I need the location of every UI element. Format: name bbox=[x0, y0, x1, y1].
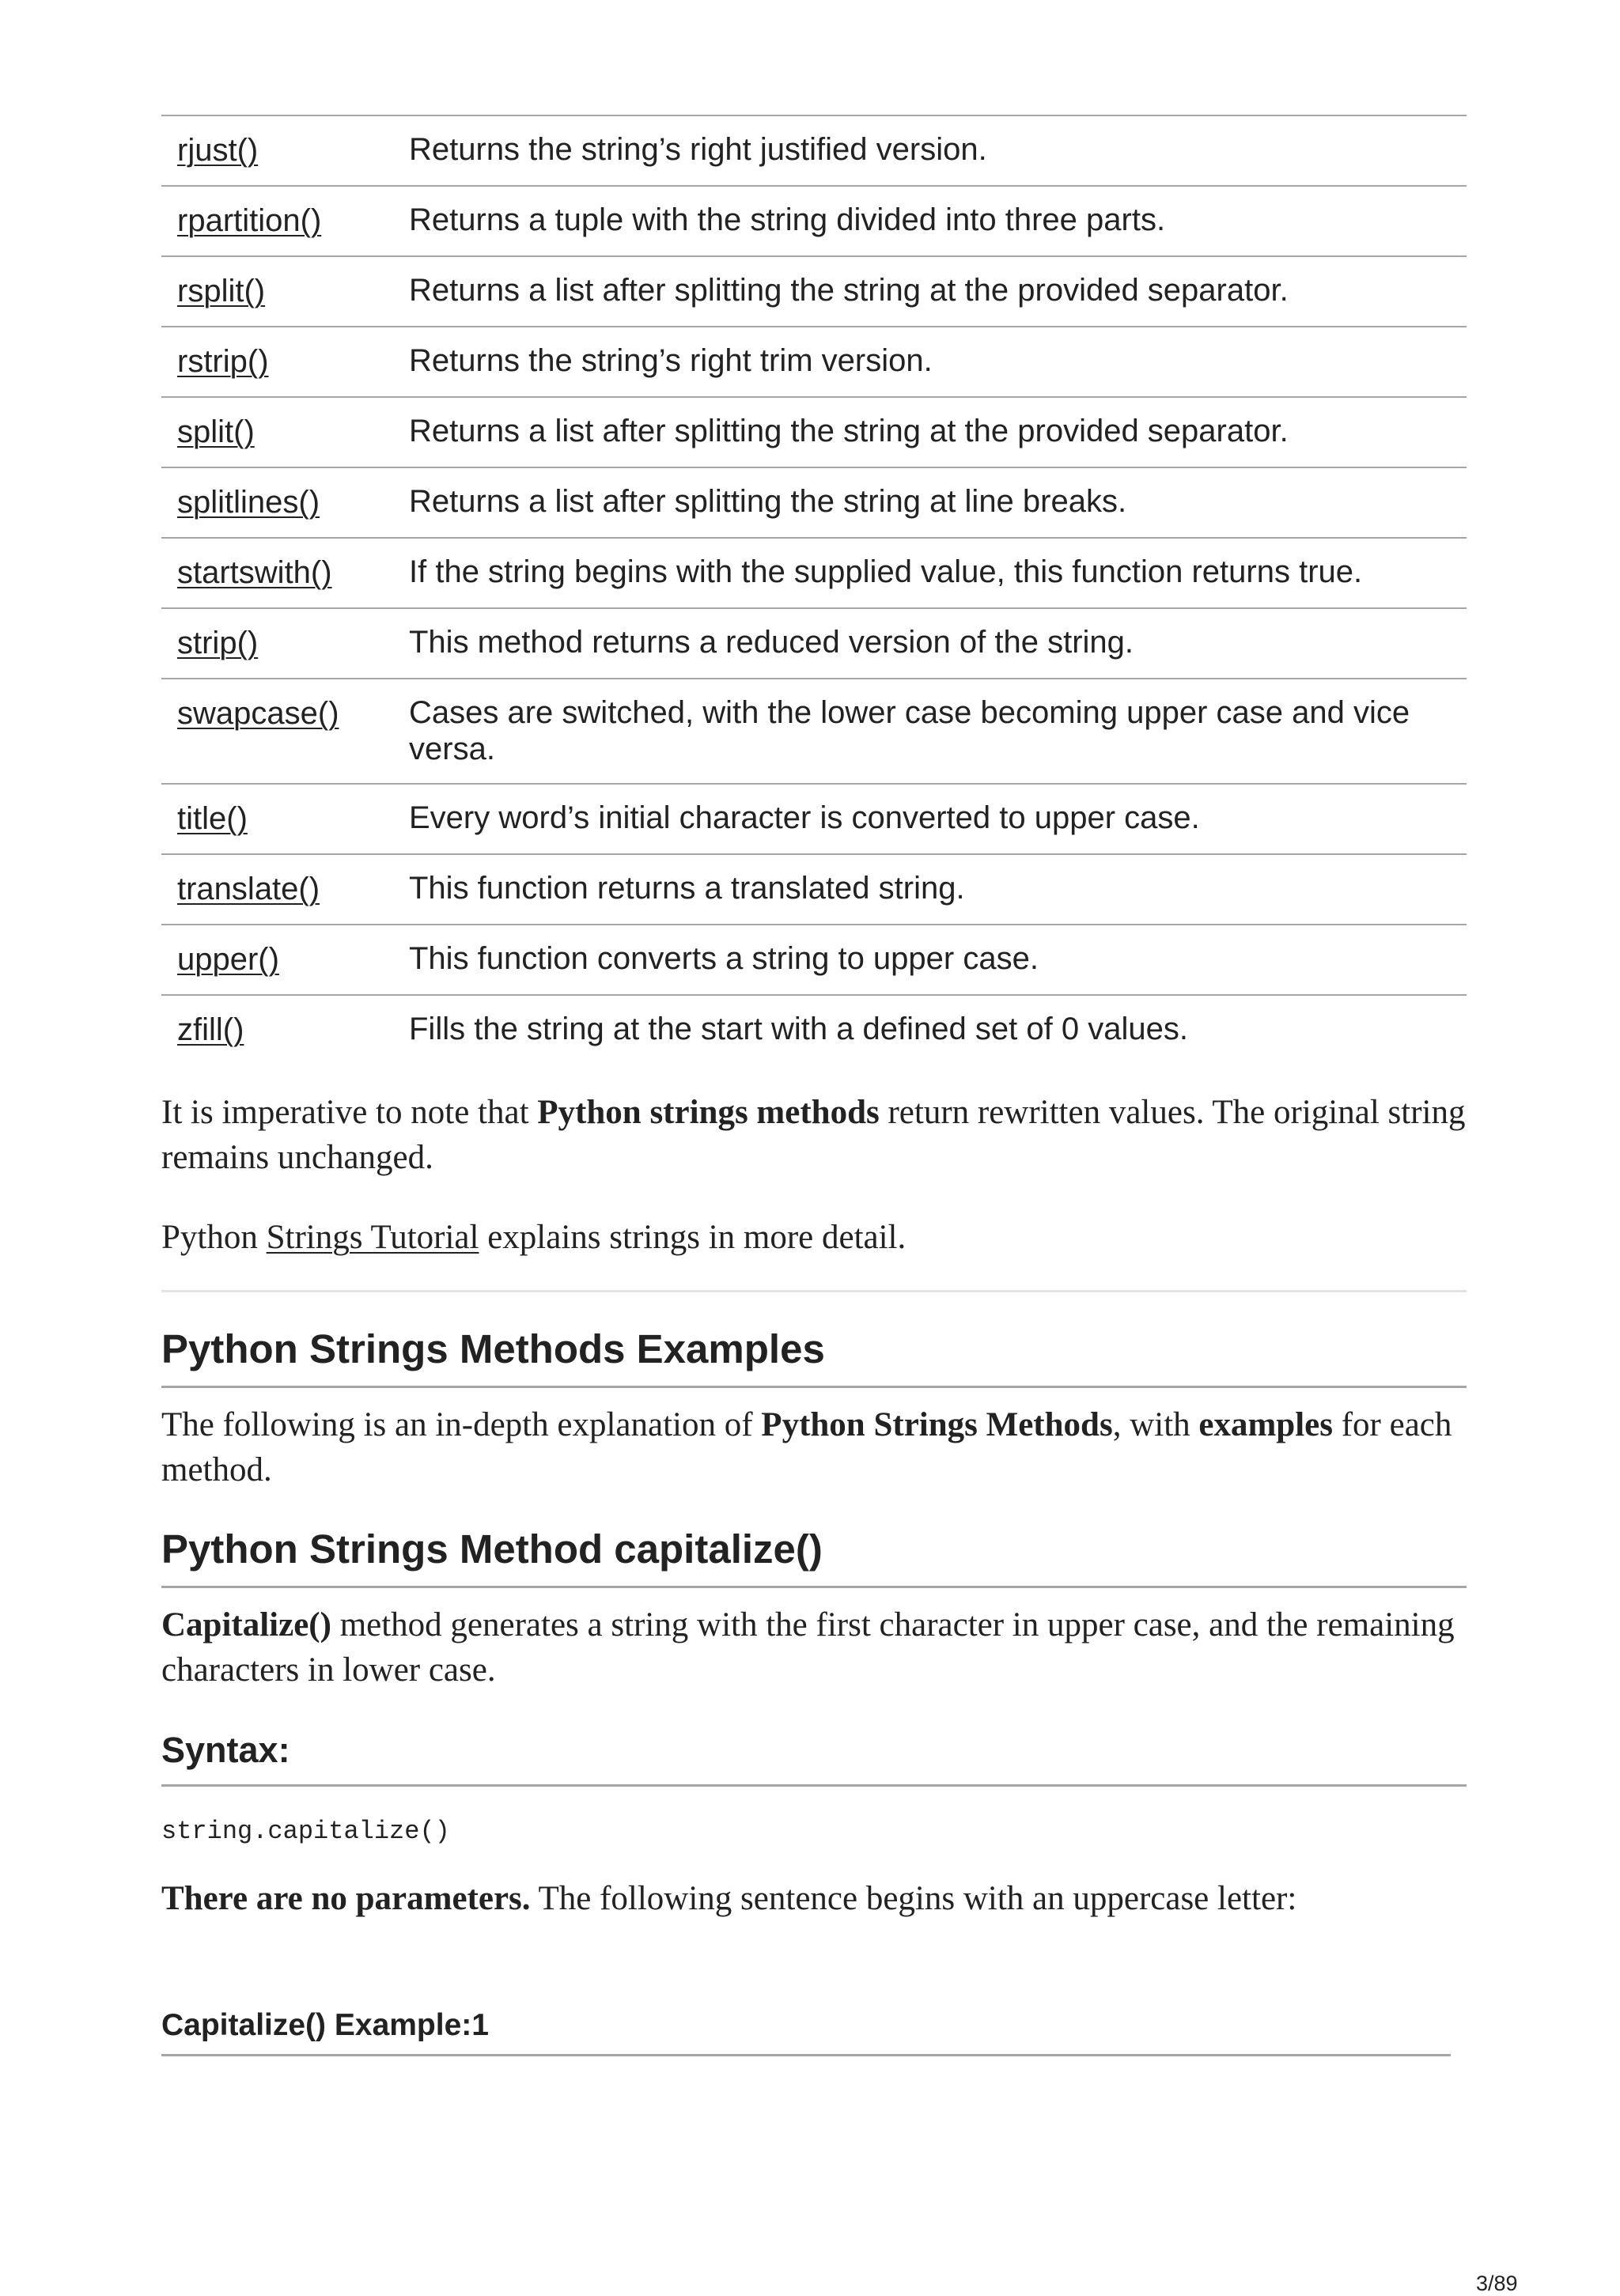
method-description-cell: This function converts a string to upper case. bbox=[393, 925, 1467, 995]
examples-intro-mid: , with bbox=[1112, 1406, 1199, 1443]
method-link[interactable]: title() bbox=[177, 801, 248, 836]
table-row bbox=[161, 854, 1467, 925]
table-row bbox=[161, 115, 1467, 186]
method-link[interactable]: rjust() bbox=[177, 133, 259, 168]
tutorial-paragraph bbox=[161, 1215, 1467, 1260]
method-name-cell bbox=[161, 397, 393, 467]
table-row bbox=[161, 608, 1467, 679]
method-description-cell: Every word’s initial character is converted to upper case. bbox=[393, 784, 1467, 854]
table-row bbox=[161, 925, 1467, 995]
method-description-cell: Returns a list after splitting the string at the provided separator. bbox=[393, 397, 1467, 467]
method-link[interactable]: rsplit() bbox=[177, 274, 266, 308]
method-name-cell bbox=[161, 784, 393, 854]
method-name-cell bbox=[161, 467, 393, 538]
method-name-cell bbox=[161, 186, 393, 256]
method-link[interactable]: rpartition() bbox=[177, 203, 322, 238]
parameters-paragraph bbox=[161, 1876, 1467, 1921]
table-row bbox=[161, 256, 1467, 327]
syntax-heading: Syntax: bbox=[161, 1729, 1467, 1787]
method-link[interactable]: translate() bbox=[177, 872, 320, 906]
method-description-cell: Cases are switched, with the lower case becoming upper case and vice versa. bbox=[393, 679, 1467, 784]
method-name-cell bbox=[161, 538, 393, 608]
capitalize-intro-paragraph bbox=[161, 1602, 1467, 1693]
method-name-cell bbox=[161, 608, 393, 679]
method-name-cell bbox=[161, 854, 393, 925]
capitalize-intro-bold: Capitalize() bbox=[161, 1606, 331, 1644]
strings-tutorial-link[interactable]: Strings Tutorial bbox=[266, 1219, 479, 1256]
method-link[interactable]: split() bbox=[177, 414, 255, 449]
examples-intro-paragraph bbox=[161, 1402, 1467, 1492]
section-divider bbox=[161, 1290, 1467, 1292]
method-description-cell: Returns the string’s right trim version. bbox=[393, 327, 1467, 397]
method-description-cell: Returns a tuple with the string divided into three parts. bbox=[393, 186, 1467, 256]
example-heading: Capitalize() Example:1 bbox=[161, 2007, 1451, 2056]
string-methods-table bbox=[161, 115, 1467, 1065]
method-link[interactable]: splitlines() bbox=[177, 485, 320, 520]
note-text: It is imperative to note that bbox=[161, 1094, 538, 1131]
tutorial-text: Python bbox=[161, 1219, 267, 1256]
method-description-cell: This method returns a reduced version of the string. bbox=[393, 608, 1467, 679]
method-link[interactable]: zfill() bbox=[177, 1012, 244, 1047]
table-row bbox=[161, 186, 1467, 256]
method-name-cell bbox=[161, 995, 393, 1065]
examples-heading: Python Strings Methods Examples bbox=[161, 1326, 1467, 1388]
examples-intro-bold2: examples bbox=[1198, 1406, 1333, 1443]
capitalize-heading: Python Strings Method capitalize() bbox=[161, 1526, 1467, 1588]
method-link[interactable]: rstrip() bbox=[177, 344, 269, 379]
capitalize-intro-text: method generates a string with the first character in upper case, and the remaining characters in lower case. bbox=[161, 1606, 1455, 1689]
method-link[interactable]: upper() bbox=[177, 942, 279, 977]
syntax-code: string.capitalize() bbox=[161, 1817, 450, 1846]
method-link[interactable]: strip() bbox=[177, 626, 259, 660]
method-description-cell: Returns the string’s right justified version. bbox=[393, 115, 1467, 186]
table-row bbox=[161, 995, 1467, 1065]
examples-intro-text: The following is an in-depth explanation of bbox=[161, 1406, 762, 1443]
method-name-cell bbox=[161, 925, 393, 995]
document-page bbox=[161, 115, 1467, 2056]
method-name-cell bbox=[161, 327, 393, 397]
parameters-bold: There are no parameters. bbox=[161, 1880, 531, 1917]
note-paragraph bbox=[161, 1090, 1467, 1180]
method-description-cell: Fills the string at the start with a defined set of 0 values. bbox=[409, 1012, 1188, 1046]
page-number: 3/89 bbox=[1476, 2271, 1518, 2295]
note-text-end: return rewritten values. The original string remains unchanged. bbox=[161, 1094, 1466, 1176]
table-row bbox=[161, 397, 1467, 467]
method-description-cell: If the string begins with the supplied value, this function returns true. bbox=[393, 538, 1467, 608]
method-link[interactable]: startswith() bbox=[177, 555, 332, 590]
method-name-cell bbox=[161, 679, 393, 784]
table-row bbox=[161, 327, 1467, 397]
examples-intro-bold: Python Strings Methods bbox=[761, 1406, 1113, 1443]
method-name-cell bbox=[161, 256, 393, 327]
examples-intro-end: for each method. bbox=[161, 1406, 1452, 1488]
method-description-cell: Returns a list after splitting the string at the provided separator. bbox=[393, 256, 1467, 327]
note-bold: Python strings methods bbox=[537, 1094, 880, 1131]
parameters-text: The following sentence begins with an uppercase letter: bbox=[530, 1880, 1297, 1917]
method-description-cell: Returns a list after splitting the string at line breaks. bbox=[393, 467, 1467, 538]
method-link[interactable]: swapcase() bbox=[177, 696, 339, 731]
table-row bbox=[161, 679, 1467, 784]
method-name-cell bbox=[161, 115, 393, 186]
table-row bbox=[161, 538, 1467, 608]
table-row bbox=[161, 784, 1467, 854]
tutorial-text-end: explains strings in more detail. bbox=[479, 1219, 907, 1256]
method-description-cell: This function returns a translated string. bbox=[393, 854, 1467, 925]
table-row bbox=[161, 467, 1467, 538]
